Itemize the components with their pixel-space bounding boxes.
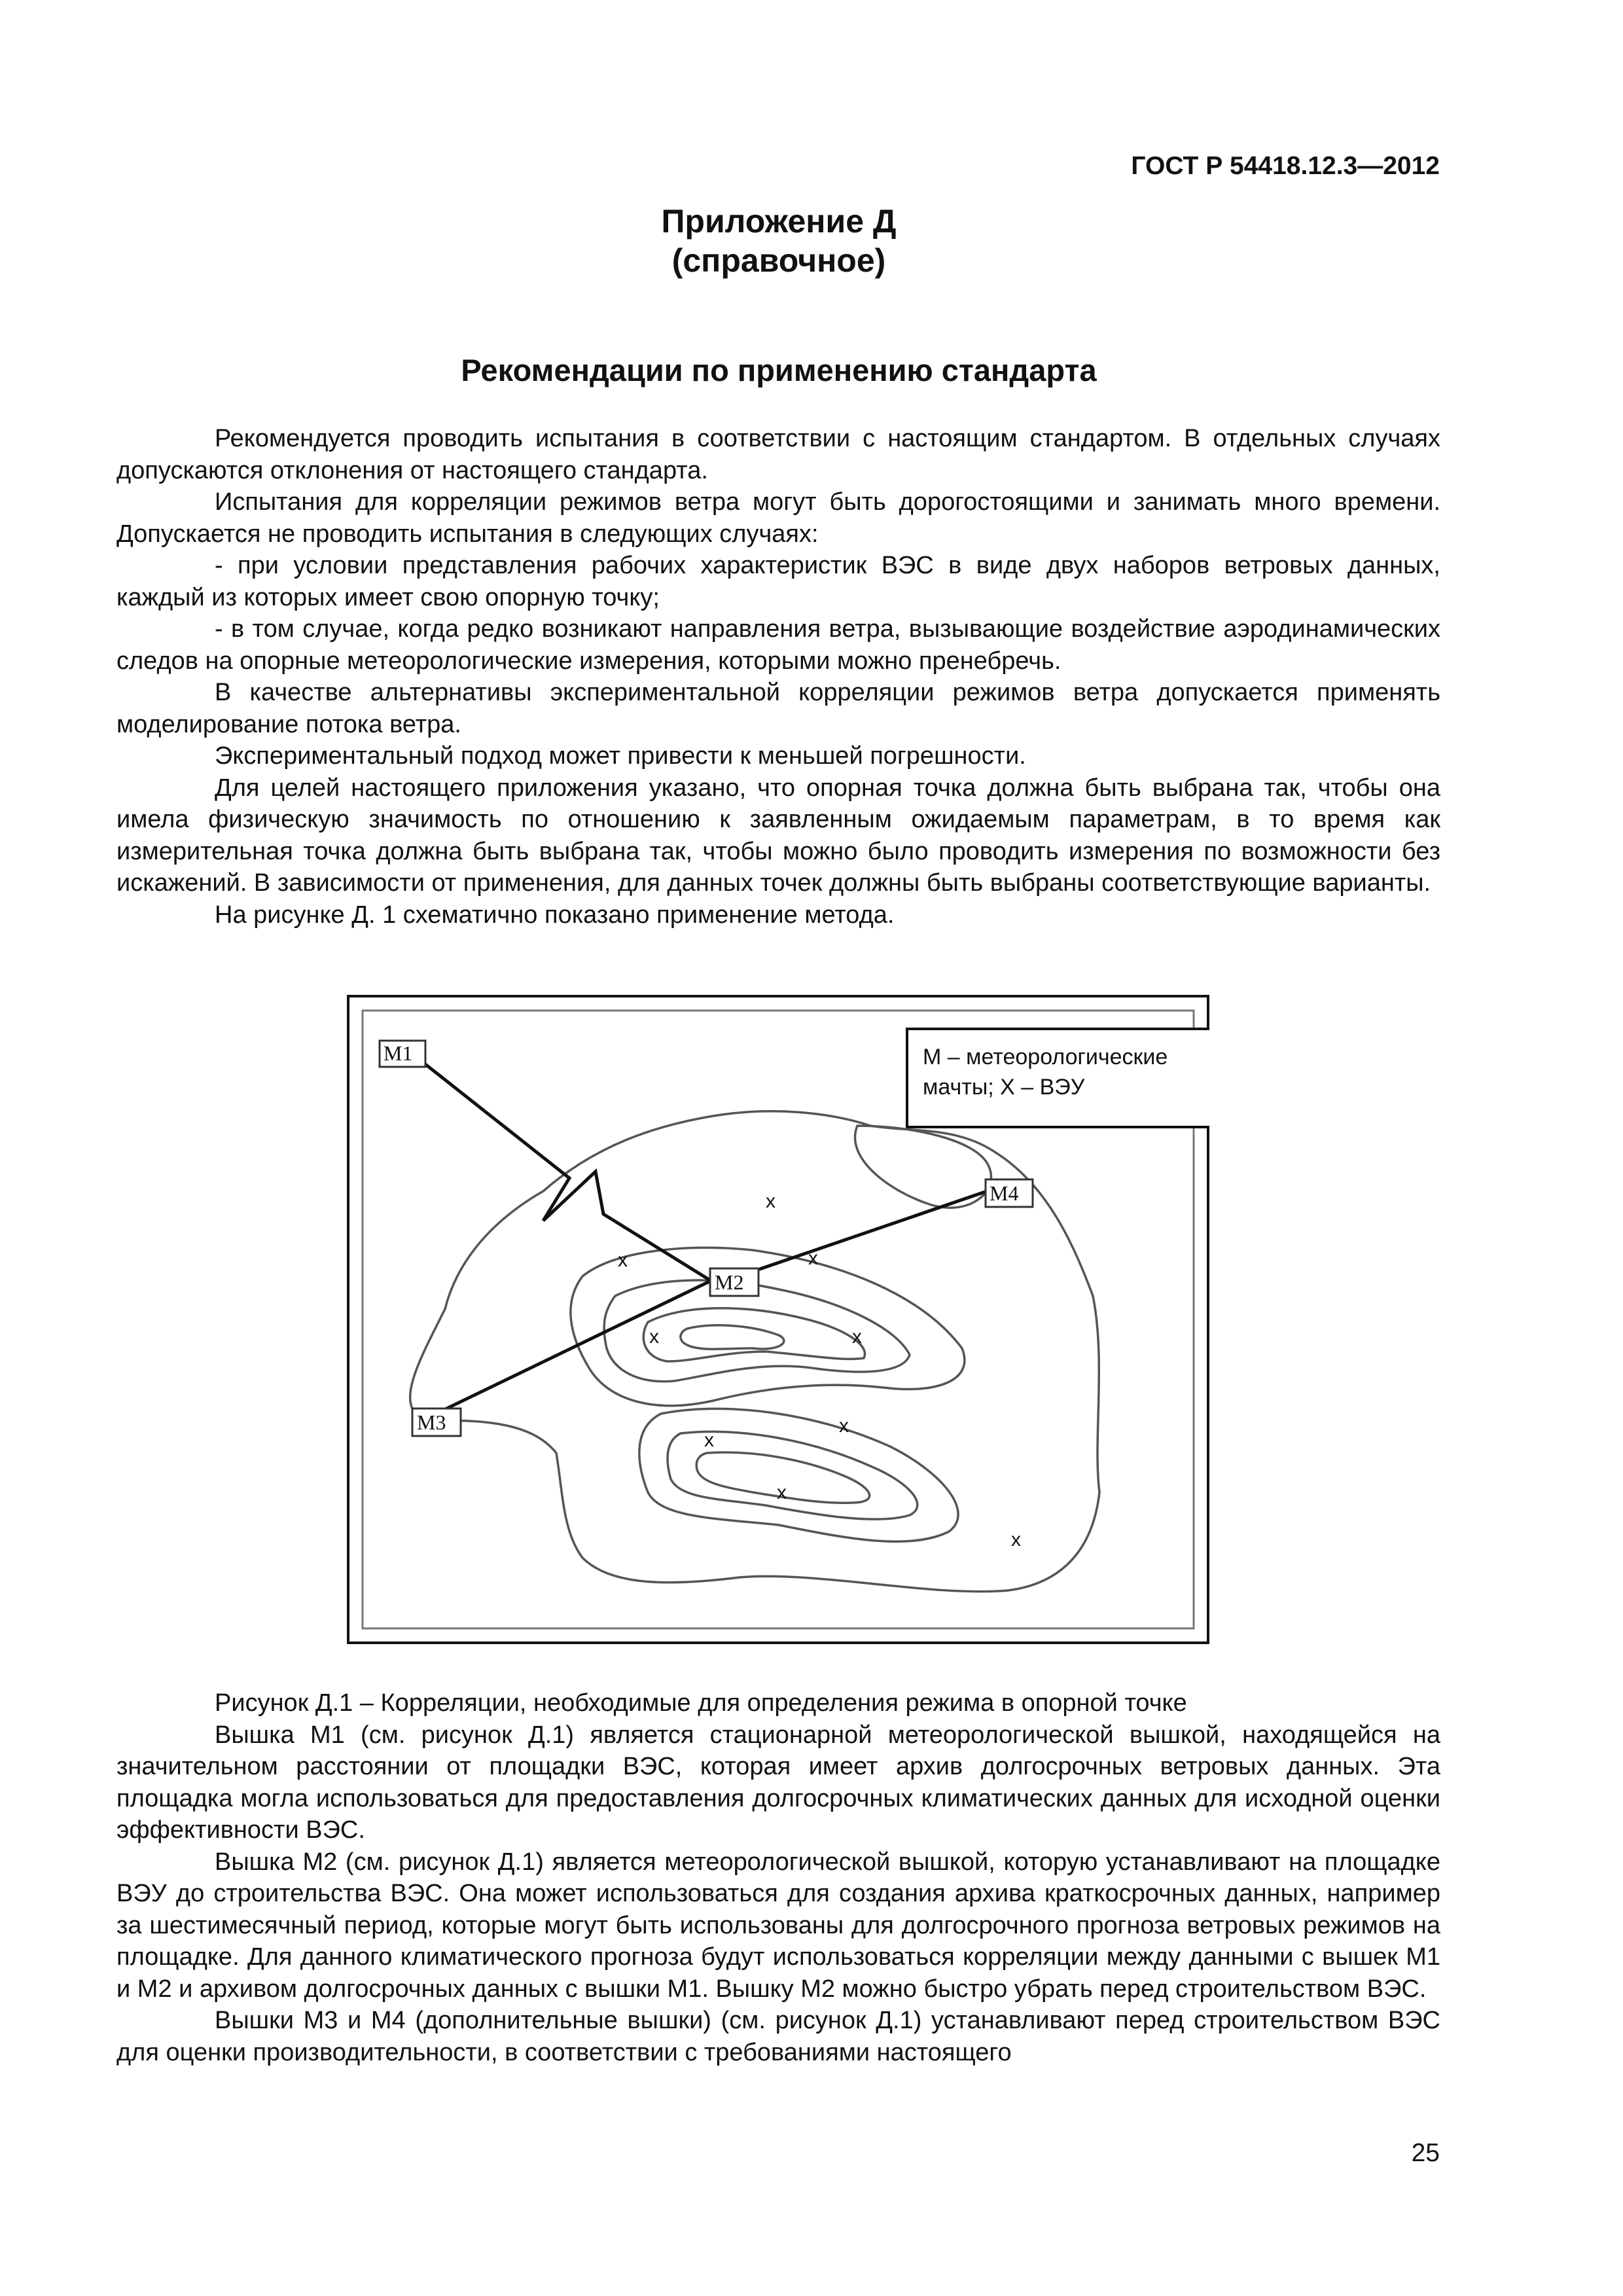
terrain-contour-hill-4	[639, 1408, 958, 1541]
paragraph: На рисунке Д. 1 схематично показано применение метода.	[215, 901, 895, 929]
body-text-after-figure	[116, 1687, 1440, 2068]
paragraph: В качестве альтернативы экспериментальной корреляции режимов ветра допускается применять моделирование потока ветра.	[116, 679, 1440, 738]
figure-caption: Рисунок Д.1 – Корреляции, необходимые для определения режима в опорной точке	[215, 1689, 1187, 1717]
turbine-marker: x	[777, 1482, 787, 1503]
paragraph: Вышка М2 (см. рисунок Д.1) является метеорологической вышкой, которую устанавливают на площадке ВЭУ до строительства ВЭС. Она может использоваться для создания архива краткосрочных данных, например за шестимесячный период, которые могут быть использованы для долгосрочного прогноза ветровых режимов на площадке. Для данного климатического прогноза будут использоваться корреляции между данными с вышек М1 и М2 и архивом долгосрочных данных с вышки М1. Вышку М2 можно быстро убрать перед строительством ВЭС.	[116, 1848, 1440, 2003]
body-text-before-figure	[116, 423, 1440, 931]
mast-m4-label: M4	[990, 1181, 1019, 1205]
turbine-marker: x	[766, 1191, 776, 1212]
paragraph: Экспериментальный подход может привести к меньшей погрешности.	[215, 742, 1026, 770]
legend-line-2: мачты; Х – ВЭУ	[923, 1075, 1085, 1100]
mast-m2-label: M2	[715, 1270, 744, 1294]
turbine-marker: x	[808, 1247, 818, 1269]
page-number: 25	[1411, 2139, 1440, 2167]
appendix-heading	[0, 202, 1558, 280]
correlation-line-m2-m4	[758, 1191, 987, 1270]
paragraph: Испытания для корреляции режимов ветра могут быть дорогостоящими и занимать много времени. Допускается не проводить испытания в следующих случаях:	[116, 488, 1440, 548]
list-item: - при условии представления рабочих характеристик ВЭС в виде двух наборов ветровых данных, каждый из которых имеет свою опорную точку;	[116, 552, 1440, 611]
correlation-line-m1-m2	[401, 1045, 710, 1280]
terrain-contour-hill-1	[571, 1247, 965, 1405]
figure-legend	[907, 1029, 1209, 1127]
turbine-marker: x	[1011, 1529, 1021, 1551]
terrain-contour-summit	[681, 1325, 784, 1349]
mast-m2	[710, 1268, 758, 1296]
correlation-line-m2-m3	[436, 1280, 712, 1414]
paragraph: Рекомендуется проводить испытания в соответствии с настоящим стандартом. В отдельных случаях допускаются отклонения от настоящего стандарта.	[116, 425, 1440, 484]
section-title: Рекомендации по применению стандарта	[461, 353, 1097, 387]
paragraph: Вышки М3 и М4 (дополнительные вышки) (см. рисунок Д.1) устанавливают перед строительством ВЭС для оценки производительности, в соответствии с требованиями настоящего	[116, 2007, 1440, 2066]
turbine-marker: x	[704, 1429, 714, 1451]
turbine-marker: x	[852, 1326, 862, 1348]
paragraph: Вышка М1 (см. рисунок Д.1) является стационарной метеорологической вышкой, находящейся на значительном расстоянии от площадки ВЭС, которая имеет архив долгосрочных ветровых данных. Эта площадка могла использоваться для предоставления долгосрочных климатических данных для исходной оценки эффективности ВЭС.	[116, 1721, 1440, 1844]
paragraph: Для целей настоящего приложения указано, что опорная точка должна быть выбрана так, чтобы она имела физическую значимость по отношению к заявленным ожидаемым параметрам, в то время как измерительная точка должна быть выбрана так, чтобы можно было проводить измерения по возможности без искажений. В зависимости от применения, для данных точек должны быть выбраны соответствующие варианты.	[116, 774, 1440, 897]
legend-line-1: М – метеорологические	[923, 1045, 1168, 1069]
turbine-marker: x	[618, 1249, 628, 1271]
list-item: - в том случае, когда редко возникают направления ветра, вызывающие воздействие аэродинамических следов на опорные метеорологические измерения, которыми можно пренебречь.	[116, 615, 1440, 675]
figure-d1	[347, 995, 1209, 1644]
appendix-title: Приложение Д	[661, 203, 897, 240]
mast-m1-label: M1	[383, 1041, 413, 1065]
site-map-diagram	[347, 995, 1209, 1644]
turbine-marker: x	[839, 1415, 849, 1437]
appendix-subtitle: (справочное)	[671, 242, 886, 279]
mast-m3	[412, 1408, 461, 1436]
mast-m3-label: M3	[417, 1410, 446, 1434]
mast-m1	[380, 1041, 425, 1067]
mast-m4	[986, 1179, 1033, 1207]
terrain-contour-hill-3	[643, 1308, 865, 1361]
turbine-marker: x	[649, 1326, 659, 1348]
document-code: ГОСТ Р 54418.12.3—2012	[1131, 152, 1440, 180]
